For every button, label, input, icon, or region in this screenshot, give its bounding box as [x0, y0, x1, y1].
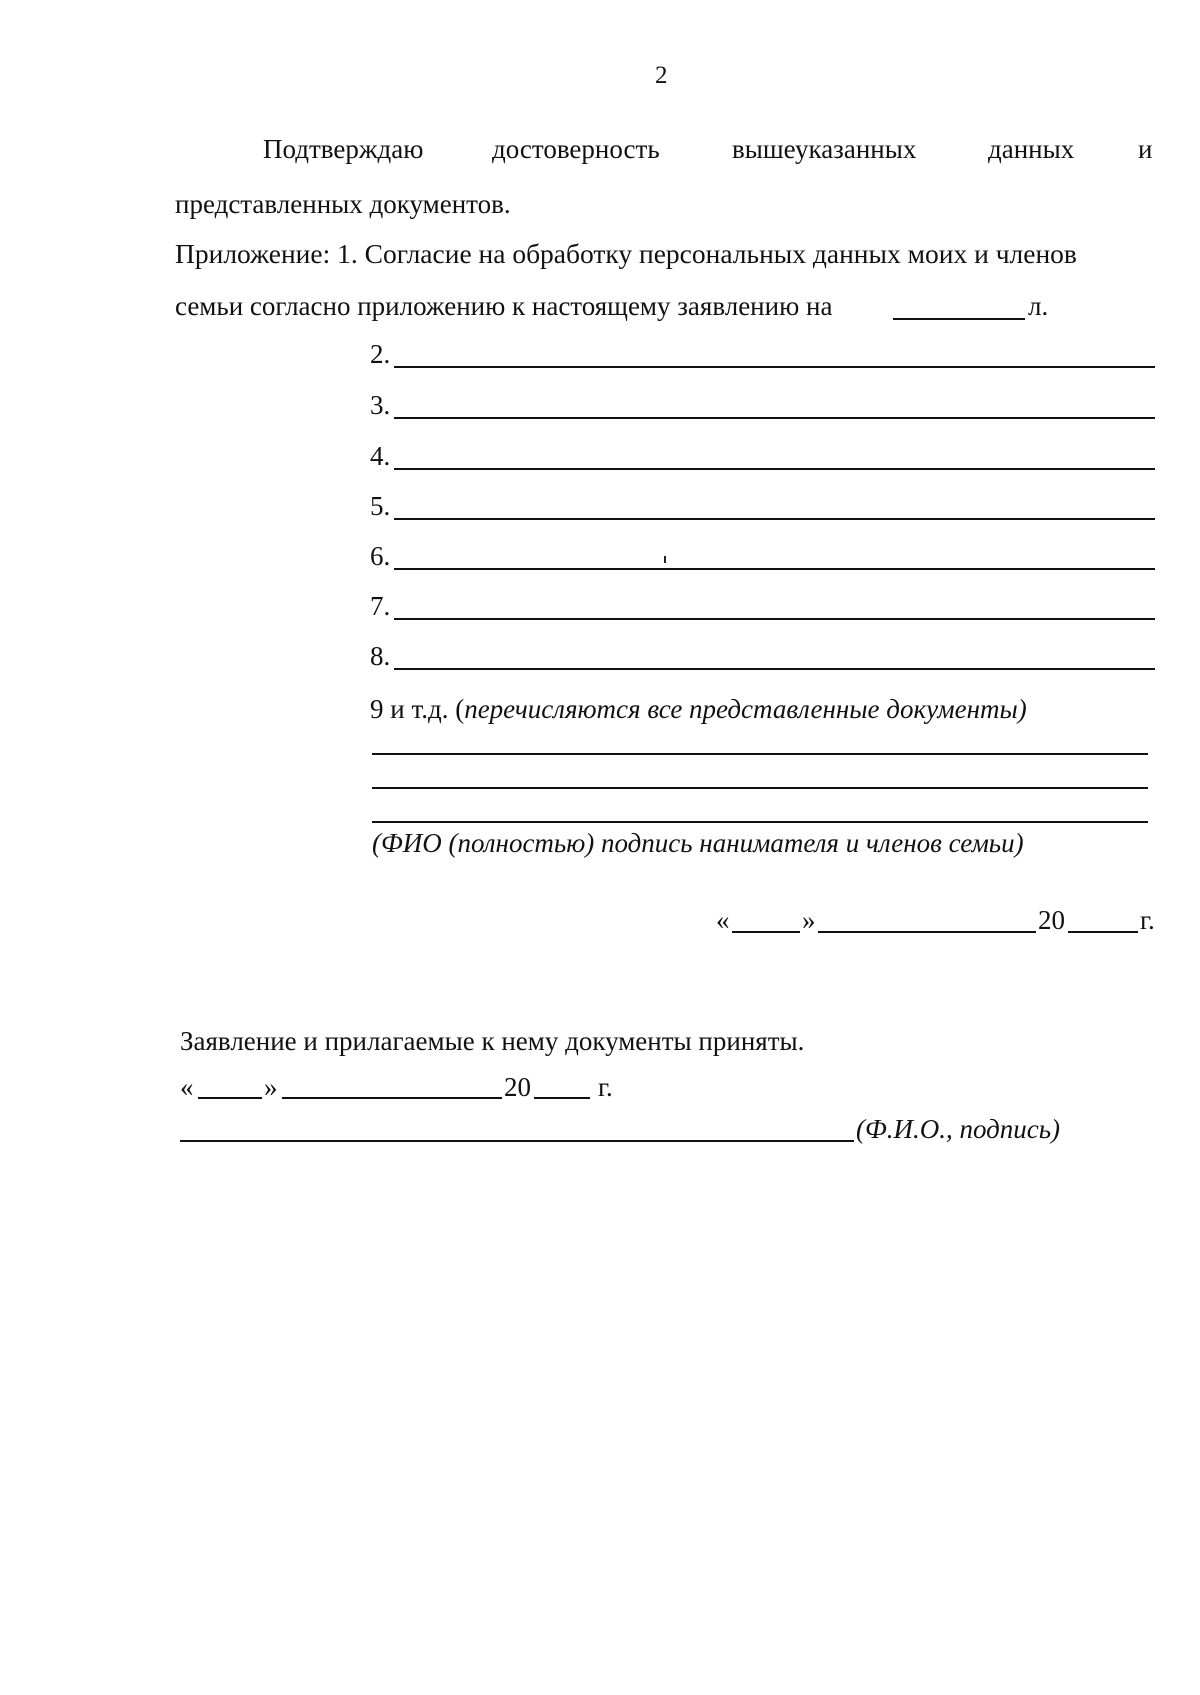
date2-day-blank[interactable] [198, 1097, 262, 1099]
attachment-line-1: Приложение: 1. Согласие на обработку персональных данных моих и членов [175, 238, 1077, 269]
acceptor-signature-blank[interactable] [180, 1140, 854, 1142]
item-number-8: 8. [370, 641, 391, 671]
date2-open-quote: « [180, 1072, 194, 1102]
date1-suffix: г. [1140, 905, 1155, 935]
item-blank-8[interactable] [394, 668, 1155, 670]
date1-close-quote: » [802, 905, 816, 935]
item-blank-6[interactable] [394, 568, 1155, 570]
item-blank-2[interactable] [394, 366, 1155, 368]
acceptor-caption: (Ф.И.О., подпись) [856, 1114, 1061, 1144]
attachment-line-2: семьи согласно приложению к настоящему заявлению на [175, 291, 833, 321]
date1-year-blank[interactable] [1068, 931, 1138, 933]
item-blank-5[interactable] [394, 518, 1155, 520]
attachment-line-2-suffix: л. [1028, 291, 1049, 321]
confirm-word-1: Подтверждаю [263, 134, 424, 164]
date1-open-quote: « [716, 905, 730, 935]
item-number-3: 3. [370, 390, 391, 420]
item-9-prefix: 9 и т.д. ( [370, 694, 465, 724]
item-number-5: 5. [370, 491, 391, 521]
scan-mark [664, 556, 666, 563]
signature-line-3[interactable] [372, 821, 1148, 823]
accepted-text: Заявление и прилагаемые к нему документы приняты. [180, 1026, 805, 1056]
item-blank-3[interactable] [394, 417, 1155, 419]
date1-year-prefix: 20 [1038, 905, 1065, 935]
date2-month-blank[interactable] [282, 1097, 502, 1099]
date1-month-blank[interactable] [818, 931, 1036, 933]
item-9 [370, 693, 1027, 725]
date1-day-blank[interactable] [732, 931, 800, 933]
item-blank-4[interactable] [394, 468, 1155, 470]
item-number-2: 2. [370, 339, 391, 369]
confirm-word-2: достоверность [492, 134, 660, 164]
item-blank-7[interactable] [394, 618, 1155, 620]
confirm-word-5: и [1138, 134, 1153, 164]
sheets-count-blank[interactable] [893, 318, 1025, 320]
signature-line-2[interactable] [372, 787, 1148, 789]
item-number-6: 6. [370, 541, 391, 571]
signature-caption: (ФИО (полностью) подпись нанимателя и членов семьи) [372, 828, 1024, 858]
item-number-4: 4. [370, 441, 391, 471]
confirm-word-3: вышеуказанных [732, 134, 917, 164]
item-9-note: перечисляются все представленные документы) [464, 694, 1027, 724]
date2-year-blank[interactable] [534, 1097, 590, 1099]
signature-line-1[interactable] [372, 753, 1148, 755]
page-number: 2 [655, 62, 668, 89]
confirm-word-4: данных [988, 134, 1075, 164]
confirm-line-2: представленных документов. [175, 189, 511, 219]
item-number-7: 7. [370, 591, 391, 621]
date2-close-quote: » [264, 1072, 278, 1102]
date2-year-prefix: 20 [504, 1072, 531, 1102]
date2-suffix: г. [598, 1072, 613, 1102]
